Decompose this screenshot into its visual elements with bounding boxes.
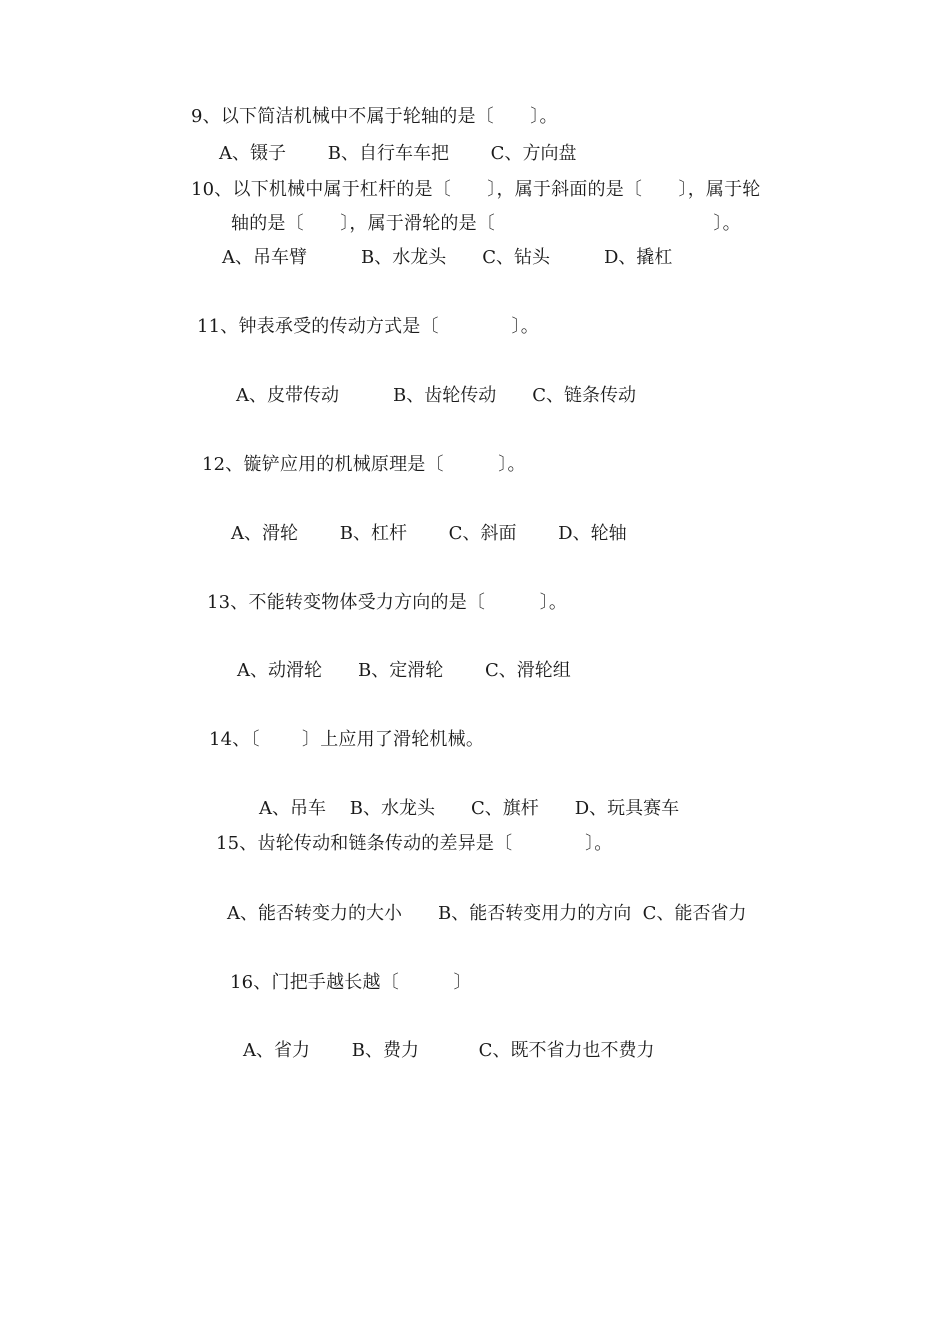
- question-13-options: A、动滑轮 B、定滑轮 C、滑轮组: [237, 660, 571, 681]
- question-11-options: A、皮带传动 B、齿轮传动 C、链条传动: [236, 385, 636, 406]
- question-15-options: A、能否转变力的大小 B、能否转变用力的方向 C、能否省力: [227, 903, 747, 924]
- question-10-stem: 10、以下机械中属于杠杆的是〔 〕，属于斜面的是〔 〕，属于轮: [191, 179, 761, 200]
- question-14-options: A、吊车 B、水龙头 C、旗杆 D、玩具赛车: [259, 798, 680, 819]
- question-13-stem: 13、不能转变物体受力方向的是〔 〕。: [207, 592, 568, 613]
- question-15-stem: 15、齿轮传动和链条传动的差异是〔 〕。: [216, 833, 613, 854]
- question-9-stem: 9、以下简洁机械中不属于轮轴的是〔 〕。: [191, 106, 558, 127]
- question-12-options: A、滑轮 B、杠杆 C、斜面 D、轮轴: [231, 523, 627, 544]
- question-14-stem: 14、〔 〕上应用了滑轮机械。: [209, 729, 485, 750]
- question-16-stem: 16、门把手越长越〔 〕: [230, 972, 472, 993]
- question-9-options: A、镊子 B、自行车车把 C、方向盘: [219, 143, 577, 164]
- question-16-options: A、省力 B、费力 C、既不省力也不费力: [243, 1040, 655, 1061]
- question-12-stem: 12、镟铲应用的机械原理是〔 〕。: [202, 454, 526, 475]
- question-11-stem: 11、钟表承受的传动方式是〔 〕。: [197, 316, 539, 337]
- question-10-options: A、吊车臂 B、水龙头 C、钻头 D、撬杠: [222, 247, 673, 268]
- question-10-stem-continued: 轴的是〔 〕，属于滑轮的是〔 〕。: [231, 213, 741, 234]
